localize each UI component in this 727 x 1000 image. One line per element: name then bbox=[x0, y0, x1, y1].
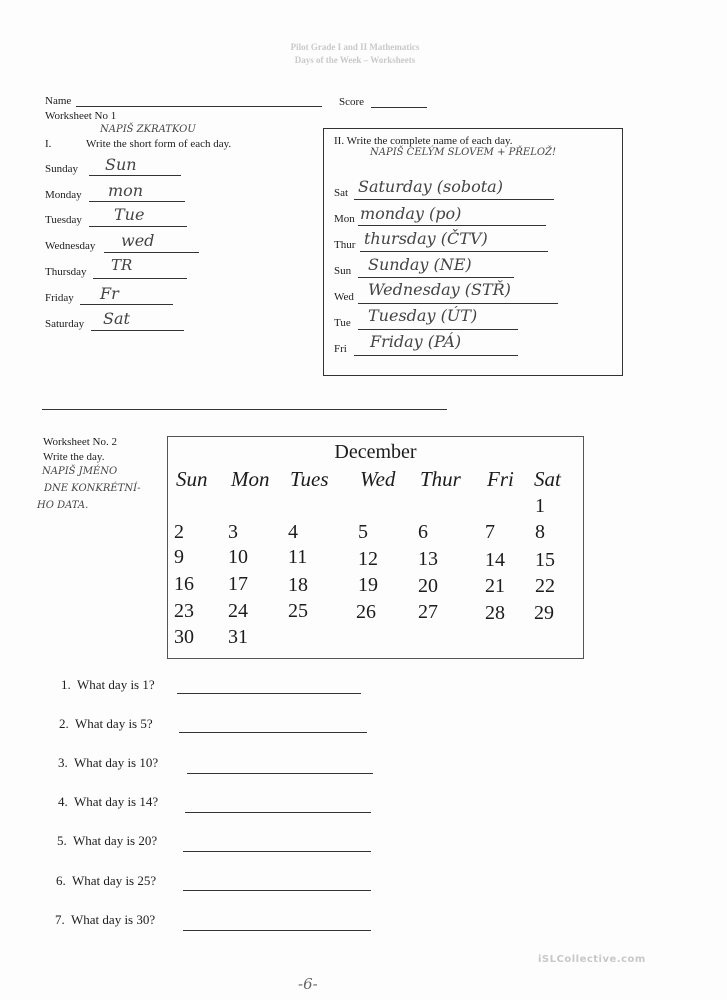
calendar-date: 17 bbox=[228, 573, 248, 595]
calendar-date: 14 bbox=[485, 549, 505, 571]
calendar-date: 21 bbox=[485, 575, 505, 597]
calendar-date: 10 bbox=[228, 546, 248, 568]
calendar-date: 28 bbox=[485, 602, 505, 624]
calendar-date: 30 bbox=[174, 626, 194, 648]
answer-wednesday: wed bbox=[121, 231, 155, 250]
question-1-answer-line[interactable] bbox=[177, 693, 361, 694]
question-2 bbox=[59, 716, 153, 732]
header-title: Pilot Grade I and II Mathematics bbox=[290, 42, 420, 52]
worksheet-2-note-2: DNE KONKRÉTNÍ- bbox=[44, 483, 141, 494]
calendar-month: December bbox=[334, 441, 417, 463]
question-text: What day is 10? bbox=[74, 755, 159, 770]
question-number: 1. bbox=[61, 677, 71, 692]
calendar-date: 22 bbox=[535, 575, 555, 597]
section-1-instruction: Write the short form of each day. bbox=[86, 138, 232, 150]
question-number: 3. bbox=[58, 755, 68, 770]
answer-saturday: Sat bbox=[103, 309, 130, 328]
calendar-date: 20 bbox=[418, 575, 438, 597]
answer-line[interactable] bbox=[93, 278, 187, 279]
question-1 bbox=[61, 677, 155, 693]
calendar-date: 11 bbox=[288, 546, 308, 568]
abbr-sat: Sat bbox=[334, 187, 349, 199]
day-label-sunday: Sunday bbox=[45, 163, 78, 175]
abbr-wed: Wed bbox=[334, 291, 354, 303]
day-label-friday: Friday bbox=[45, 292, 74, 304]
answer-line[interactable] bbox=[80, 304, 173, 305]
calendar-header-mon: Mon bbox=[231, 467, 270, 491]
page-number: -6- bbox=[298, 975, 318, 993]
day-label-monday: Monday bbox=[45, 189, 82, 201]
answer-thur: thursday (ČTV) bbox=[364, 229, 488, 248]
abbr-fri: Fri bbox=[334, 343, 347, 355]
question-4 bbox=[58, 794, 158, 810]
question-5 bbox=[57, 833, 157, 849]
question-6 bbox=[56, 873, 156, 889]
answer-mon: monday (po) bbox=[360, 204, 462, 223]
worksheet-2-instruction: Write the day. bbox=[43, 451, 105, 463]
calendar-date: 13 bbox=[418, 548, 438, 570]
answer-sunday: Sun bbox=[105, 155, 137, 174]
question-3-answer-line[interactable] bbox=[187, 773, 373, 774]
answer-line[interactable] bbox=[89, 226, 187, 227]
calendar-date: 6 bbox=[418, 521, 428, 543]
answer-line[interactable] bbox=[104, 252, 199, 253]
calendar-date: 27 bbox=[418, 601, 438, 623]
calendar-header-fri: Fri bbox=[487, 467, 514, 491]
question-7 bbox=[55, 912, 155, 928]
name-label: Name bbox=[45, 95, 72, 107]
worksheet-2-note-1: NAPIŠ JMÉNO bbox=[42, 466, 118, 477]
calendar-date: 29 bbox=[534, 602, 554, 624]
calendar-date: 31 bbox=[228, 626, 248, 648]
calendar-header-tues: Tues bbox=[290, 467, 329, 491]
question-number: 5. bbox=[57, 833, 67, 848]
abbr-thur: Thur bbox=[334, 239, 356, 251]
question-number: 4. bbox=[58, 794, 68, 809]
answer-line[interactable] bbox=[358, 277, 514, 278]
answer-wed: Wednesday (STŘ) bbox=[368, 280, 511, 299]
day-label-thursday: Thursday bbox=[45, 266, 87, 278]
section-1-number: I. bbox=[45, 138, 52, 150]
answer-line[interactable] bbox=[89, 175, 181, 176]
calendar-date: 19 bbox=[358, 574, 378, 596]
name-line[interactable] bbox=[76, 106, 322, 107]
answer-line[interactable] bbox=[358, 225, 546, 226]
calendar-date: 7 bbox=[485, 521, 495, 543]
section-2-note: NAPIŠ CELÝM SLOVEM + PŘELOŽ! bbox=[370, 147, 557, 158]
calendar-header-sun: Sun bbox=[176, 467, 208, 491]
answer-sun: Sunday (NE) bbox=[368, 255, 472, 274]
worksheet-2-note-3: HO DATA. bbox=[37, 500, 89, 511]
section-2-box bbox=[323, 128, 623, 376]
calendar-date: 3 bbox=[228, 521, 238, 543]
answer-fri: Friday (PÁ) bbox=[370, 332, 462, 351]
answer-friday: Fr bbox=[100, 284, 119, 303]
question-text: What day is 20? bbox=[73, 833, 158, 848]
question-2-answer-line[interactable] bbox=[179, 732, 367, 733]
day-label-tuesday: Tuesday bbox=[45, 214, 82, 226]
score-label: Score bbox=[339, 96, 365, 108]
calendar-date: 4 bbox=[288, 521, 298, 543]
calendar-date: 26 bbox=[356, 601, 376, 623]
answer-line[interactable] bbox=[354, 199, 554, 200]
day-label-wednesday: Wednesday bbox=[45, 240, 96, 252]
answer-line[interactable] bbox=[89, 201, 185, 202]
calendar-date: 8 bbox=[535, 521, 545, 543]
abbr-mon: Mon bbox=[334, 213, 355, 225]
calendar bbox=[167, 436, 584, 659]
question-text: What day is 1? bbox=[77, 677, 155, 692]
divider bbox=[42, 409, 447, 410]
answer-monday: mon bbox=[108, 181, 144, 200]
answer-line[interactable] bbox=[358, 329, 518, 330]
answer-tuesday: Tue bbox=[114, 205, 145, 224]
section-2-instruction: II. Write the complete name of each day. bbox=[334, 135, 513, 147]
question-number: 6. bbox=[56, 873, 66, 888]
answer-line[interactable] bbox=[358, 303, 558, 304]
calendar-date: 15 bbox=[535, 549, 555, 571]
header-subtitle: Days of the Week – Worksheets bbox=[294, 55, 416, 65]
question-text: What day is 25? bbox=[72, 873, 157, 888]
question-5-answer-line[interactable] bbox=[183, 851, 371, 852]
calendar-date: 9 bbox=[174, 546, 184, 568]
question-3 bbox=[58, 755, 158, 771]
calendar-date: 18 bbox=[288, 574, 308, 596]
answer-thursday: TR bbox=[111, 256, 133, 274]
question-7-answer-line[interactable] bbox=[183, 930, 371, 931]
question-number: 2. bbox=[59, 716, 69, 731]
calendar-date: 16 bbox=[174, 573, 194, 595]
question-6-answer-line[interactable] bbox=[183, 890, 371, 891]
score-line[interactable] bbox=[371, 107, 427, 108]
calendar-header-thur: Thur bbox=[420, 467, 461, 491]
calendar-header-sat: Sat bbox=[534, 467, 561, 491]
question-text: What day is 5? bbox=[75, 716, 153, 731]
calendar-date: 5 bbox=[358, 521, 368, 543]
question-text: What day is 14? bbox=[74, 794, 159, 809]
watermark: iSLCollective.com bbox=[538, 954, 646, 965]
question-number: 7. bbox=[55, 912, 65, 927]
section-1-note: NAPIŠ ZKRATKOU bbox=[100, 124, 196, 135]
calendar-header-wed: Wed bbox=[360, 467, 396, 491]
day-label-saturday: Saturday bbox=[45, 318, 85, 330]
abbr-tue: Tue bbox=[334, 317, 351, 329]
calendar-date: 2 bbox=[174, 521, 184, 543]
calendar-date: 23 bbox=[174, 600, 194, 622]
answer-sat: Saturday (sobota) bbox=[358, 177, 503, 196]
calendar-date: 25 bbox=[288, 600, 308, 622]
calendar-date: 12 bbox=[358, 548, 378, 570]
question-text: What day is 30? bbox=[71, 912, 156, 927]
abbr-sun: Sun bbox=[334, 265, 352, 277]
answer-tue: Tuesday (ÚT) bbox=[368, 306, 478, 325]
answer-line[interactable] bbox=[360, 251, 548, 252]
worksheet-2-title: Worksheet No. 2 bbox=[43, 436, 117, 448]
calendar-date: 24 bbox=[228, 600, 248, 622]
answer-line[interactable] bbox=[354, 355, 518, 356]
worksheet-1-title: Worksheet No 1 bbox=[45, 110, 117, 122]
question-4-answer-line[interactable] bbox=[185, 812, 371, 813]
calendar-date: 1 bbox=[535, 495, 545, 517]
answer-line[interactable] bbox=[91, 330, 184, 331]
